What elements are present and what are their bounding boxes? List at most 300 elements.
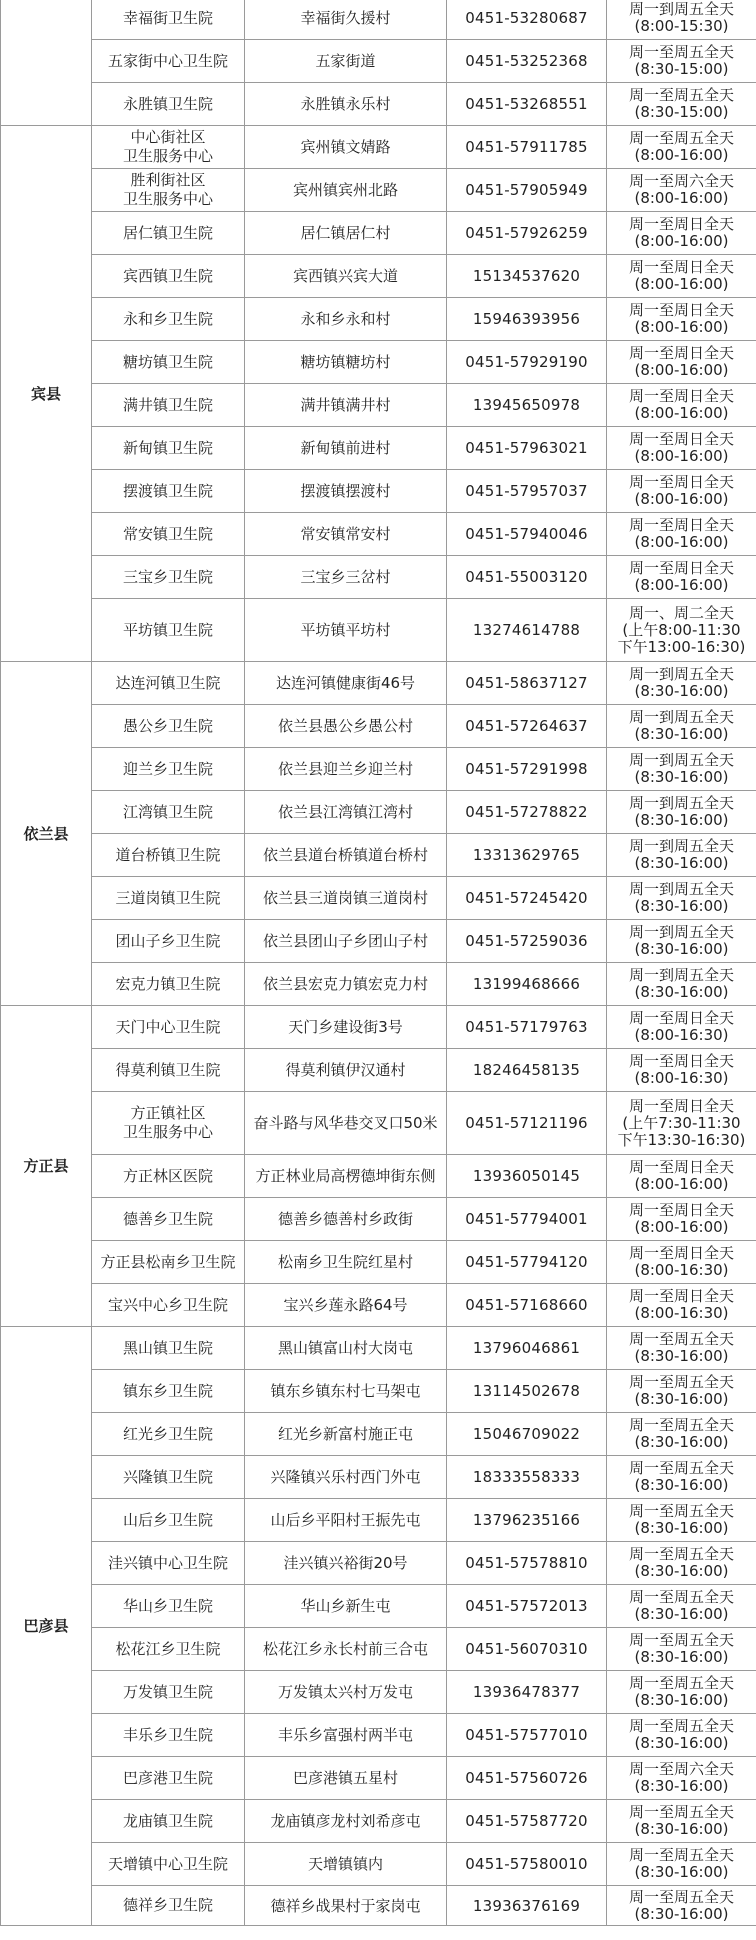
hours-line: 周一至周日全天 — [628, 215, 734, 233]
hours-line: (8:00-15:30) — [634, 17, 729, 35]
address-cell: 宾州镇宾州北路 — [245, 169, 447, 212]
hours-line: (8:00-16:00) — [634, 533, 729, 551]
table-row — [1, 1370, 756, 1413]
institution-name-cell — [92, 255, 245, 298]
hours-cell — [607, 1714, 756, 1757]
institution-name-line: 卫生服务中心 — [122, 190, 213, 208]
table-row — [1, 1413, 756, 1456]
address-cell: 依兰县江湾镇江湾村 — [245, 791, 447, 834]
hours-line: 周一至周五全天 — [628, 1459, 734, 1477]
address-cell: 红光乡新富村施正屯 — [245, 1413, 447, 1456]
institution-name-line: 五家街中心卫生院 — [107, 51, 228, 70]
address-cell: 平坊镇平坊村 — [245, 599, 447, 662]
address-cell: 新甸镇前进村 — [245, 427, 447, 470]
institution-name-cell — [92, 212, 245, 255]
phone-cell: 13936478377 — [447, 1671, 607, 1714]
hours-line: 周一至周五全天 — [628, 1330, 734, 1348]
hours-line: 周一至周五全天 — [628, 1803, 734, 1821]
hours-cell — [607, 1327, 756, 1370]
table-row — [1, 212, 756, 255]
institution-name-cell — [92, 1327, 245, 1370]
hours-line: 周一至周日全天 — [628, 559, 734, 577]
institution-name-line: 黑山镇卫生院 — [122, 1338, 213, 1357]
hours-line: (8:00-16:00) — [634, 275, 729, 293]
hours-line: 周一至周日全天 — [628, 430, 734, 448]
institution-name-line: 得莫利镇卫生院 — [115, 1060, 221, 1079]
phone-cell: 13936376169 — [447, 1886, 607, 1926]
institution-name-line: 胜利街社区 — [130, 171, 206, 189]
table-row — [1, 83, 756, 126]
hours-line: (8:30-16:00) — [634, 725, 729, 743]
institution-name-cell — [92, 556, 245, 599]
institution-name-cell — [92, 1241, 245, 1284]
phone-cell: 0451-57905949 — [447, 169, 607, 212]
institution-name-line: 天增镇中心卫生院 — [107, 1854, 228, 1873]
table-row — [1, 1198, 756, 1241]
hours-line: (8:30-16:00) — [634, 983, 729, 1001]
hours-line: (8:30-16:00) — [634, 1904, 729, 1923]
institution-name-cell — [92, 1757, 245, 1800]
hours-line: (8:30-16:00) — [634, 897, 729, 915]
hours-line: (8:00-16:00) — [634, 404, 729, 422]
hours-line: 周一至周日全天 — [628, 1244, 734, 1262]
hours-cell — [607, 1886, 756, 1926]
hours-line: (8:30-16:00) — [634, 768, 729, 786]
phone-cell: 0451-57926259 — [447, 212, 607, 255]
hours-line: 周一至周日全天 — [628, 387, 734, 405]
institution-name-line: 愚公乡卫生院 — [122, 716, 213, 735]
table-row — [1, 920, 756, 963]
institution-name-line: 洼兴镇中心卫生院 — [107, 1553, 228, 1572]
hours-line: 周一至周五全天 — [628, 1373, 734, 1391]
hours-line: 周一到周五全天 — [628, 837, 734, 855]
institution-name-cell — [92, 126, 245, 169]
institution-name-cell — [92, 83, 245, 126]
hours-cell — [607, 1092, 756, 1155]
table-row — [1, 513, 756, 556]
address-cell: 龙庙镇彦龙村刘希彦屯 — [245, 1800, 447, 1843]
table-row — [1, 1327, 756, 1370]
address-cell: 依兰县三道岗镇三道岗村 — [245, 877, 447, 920]
hours-cell — [607, 513, 756, 556]
phone-cell: 0451-57963021 — [447, 427, 607, 470]
hours-cell — [607, 791, 756, 834]
hours-line: 周一至周五全天 — [628, 1674, 734, 1692]
address-cell: 永胜镇永乐村 — [245, 83, 447, 126]
table-row — [1, 1006, 756, 1049]
phone-cell: 18333558333 — [447, 1456, 607, 1499]
institution-name-line: 方正县松南乡卫生院 — [100, 1252, 236, 1271]
hours-line: 周一至周五全天 — [628, 1588, 734, 1606]
table-row — [1, 0, 756, 40]
table-row — [1, 705, 756, 748]
hours-cell — [607, 1800, 756, 1843]
table-row — [1, 1092, 756, 1155]
institution-name-cell — [92, 341, 245, 384]
hours-line: 周一至周五全天 — [628, 1631, 734, 1649]
hours-line: 周一至周六全天 — [628, 1760, 734, 1778]
table-row — [1, 169, 756, 212]
hours-cell — [607, 1757, 756, 1800]
table-row — [1, 834, 756, 877]
hours-cell — [607, 705, 756, 748]
hours-line: (8:30-16:00) — [634, 940, 729, 958]
table-row — [1, 556, 756, 599]
hours-cell — [607, 1456, 756, 1499]
hours-cell — [607, 169, 756, 212]
phone-cell: 0451-58637127 — [447, 662, 607, 705]
institution-name-line: 宾西镇卫生院 — [122, 266, 213, 285]
institution-name-line: 摆渡镇卫生院 — [122, 481, 213, 500]
hours-line: 周一至周五全天 — [628, 1545, 734, 1563]
institution-name-line: 三道岗镇卫生院 — [115, 888, 221, 907]
phone-cell: 0451-57957037 — [447, 470, 607, 513]
address-cell: 幸福街久援村 — [245, 0, 447, 40]
hours-cell — [607, 1628, 756, 1671]
hours-cell — [607, 662, 756, 705]
hours-line: (8:00-16:00) — [634, 447, 729, 465]
table-row — [1, 341, 756, 384]
institution-name-line: 红光乡卫生院 — [122, 1424, 213, 1443]
hours-line: 周一到周五全天 — [628, 751, 734, 769]
hours-line: (8:00-16:30) — [634, 1026, 729, 1044]
institution-name-cell — [92, 513, 245, 556]
address-cell: 丰乐乡富强村两半屯 — [245, 1714, 447, 1757]
hours-line: 周一至周日全天 — [628, 344, 734, 362]
institution-name-cell — [92, 1456, 245, 1499]
institution-name-cell — [92, 748, 245, 791]
hours-cell — [607, 556, 756, 599]
institution-name-line: 巴彦港卫生院 — [122, 1768, 213, 1787]
hours-line: 下午13:00-16:30) — [617, 637, 746, 656]
hours-cell — [607, 1241, 756, 1284]
institution-name-cell — [92, 1049, 245, 1092]
address-cell: 德善乡德善村乡政街 — [245, 1198, 447, 1241]
phone-cell: 0451-57121196 — [447, 1092, 607, 1155]
county-cell: 巴彦县 — [1, 1327, 92, 1926]
hours-line: (8:30-16:00) — [634, 1691, 729, 1709]
table-row — [1, 1155, 756, 1198]
county-cell: 宾县 — [1, 126, 92, 662]
address-cell: 常安镇常安村 — [245, 513, 447, 556]
hours-line: 周一至周六全天 — [628, 172, 734, 190]
table-row — [1, 1284, 756, 1327]
phone-cell: 0451-53280687 — [447, 0, 607, 40]
institution-name-line: 迎兰乡卫生院 — [122, 759, 213, 778]
address-cell: 方正林业局高楞德坤街东侧 — [245, 1155, 447, 1198]
institution-name-cell — [92, 1370, 245, 1413]
hours-line: (8:00-16:30) — [634, 1069, 729, 1087]
phone-cell: 13936050145 — [447, 1155, 607, 1198]
phone-cell: 0451-57580010 — [447, 1843, 607, 1886]
institution-name-line: 万发镇卫生院 — [122, 1682, 213, 1701]
institution-name-line: 糖坊镇卫生院 — [122, 352, 213, 371]
hours-line: 周一至周日全天 — [628, 1158, 734, 1176]
phone-cell: 0451-57911785 — [447, 126, 607, 169]
institution-name-line: 德善乡卫生院 — [122, 1209, 213, 1228]
phone-cell: 0451-57259036 — [447, 920, 607, 963]
address-cell: 依兰县团山子乡团山子村 — [245, 920, 447, 963]
phone-cell: 0451-57264637 — [447, 705, 607, 748]
hours-line: (8:30-15:00) — [634, 103, 729, 121]
address-cell: 得莫利镇伊汉通村 — [245, 1049, 447, 1092]
hours-line: (8:30-16:00) — [634, 1347, 729, 1365]
hours-line: 周一至周日全天 — [628, 1287, 734, 1305]
hours-line: 周一至周日全天 — [628, 301, 734, 319]
hours-line: (8:30-16:00) — [634, 1476, 729, 1494]
address-cell: 黑山镇富山村大岗屯 — [245, 1327, 447, 1370]
table-row — [1, 1542, 756, 1585]
institution-name-cell — [92, 1542, 245, 1585]
hours-line: 周一到周五全天 — [628, 966, 734, 984]
institution-name-cell — [92, 384, 245, 427]
hours-line: (8:30-16:00) — [634, 1820, 729, 1838]
hours-line: 周一到周五全天 — [628, 0, 734, 18]
table-row — [1, 1757, 756, 1800]
phone-cell: 18246458135 — [447, 1049, 607, 1092]
phone-cell: 13274614788 — [447, 599, 607, 662]
table-row — [1, 1886, 756, 1926]
hours-line: 周一至周日全天 — [628, 473, 734, 491]
county-cell: 依兰县 — [1, 662, 92, 1006]
hours-line: 下午13:30-16:30) — [617, 1130, 746, 1149]
hours-line: (8:00-16:00) — [634, 146, 729, 164]
address-cell: 宾州镇文婧路 — [245, 126, 447, 169]
institution-name-cell — [92, 1671, 245, 1714]
institution-name-cell — [92, 1628, 245, 1671]
phone-cell: 15946393956 — [447, 298, 607, 341]
hours-line: 周一至周日全天 — [628, 516, 734, 534]
table-row — [1, 1843, 756, 1886]
hours-line: (上午8:00-11:30 — [622, 620, 741, 639]
institution-name-line: 华山乡卫生院 — [122, 1596, 213, 1615]
institution-name-line: 镇东乡卫生院 — [122, 1381, 213, 1400]
hours-cell — [607, 40, 756, 83]
address-cell: 兴隆镇兴乐村西门外屯 — [245, 1456, 447, 1499]
address-cell: 依兰县宏克力镇宏克力村 — [245, 963, 447, 1006]
table-row — [1, 1800, 756, 1843]
address-cell: 居仁镇居仁村 — [245, 212, 447, 255]
address-cell: 洼兴镇兴裕街20号 — [245, 1542, 447, 1585]
institution-name-line: 龙庙镇卫生院 — [122, 1811, 213, 1830]
table-row — [1, 791, 756, 834]
hours-line: (8:00-16:30) — [634, 1304, 729, 1322]
table-row — [1, 1628, 756, 1671]
hours-line: 周一至周五全天 — [628, 86, 734, 104]
table-row — [1, 40, 756, 83]
table-row — [1, 599, 756, 662]
hours-line: (8:30-16:00) — [634, 1777, 729, 1795]
hours-line: 周一到周五全天 — [628, 665, 734, 683]
hours-line: (8:30-16:00) — [634, 1648, 729, 1666]
phone-cell: 15046709022 — [447, 1413, 607, 1456]
phone-cell: 0451-57291998 — [447, 748, 607, 791]
hours-line: 周一至周日全天 — [628, 1052, 734, 1070]
hours-line: (8:30-16:00) — [634, 1734, 729, 1752]
hours-cell — [607, 1370, 756, 1413]
institution-name-line: 方正林区医院 — [122, 1166, 213, 1185]
hours-cell — [607, 212, 756, 255]
phone-cell: 13796046861 — [447, 1327, 607, 1370]
table-row — [1, 1714, 756, 1757]
hours-cell — [607, 126, 756, 169]
institution-name-cell — [92, 1284, 245, 1327]
hours-cell — [607, 83, 756, 126]
phone-cell: 0451-57168660 — [447, 1284, 607, 1327]
table-row — [1, 427, 756, 470]
phone-cell: 13199468666 — [447, 963, 607, 1006]
table-row — [1, 963, 756, 1006]
hours-line: (8:30-16:00) — [634, 1433, 729, 1451]
hours-line: 周一至周五全天 — [628, 1717, 734, 1735]
hours-cell — [607, 1413, 756, 1456]
hours-line: 周一到周五全天 — [628, 794, 734, 812]
address-cell: 依兰县迎兰乡迎兰村 — [245, 748, 447, 791]
phone-cell: 13945650978 — [447, 384, 607, 427]
institution-name-line: 卫生服务中心 — [122, 1123, 213, 1141]
institution-name-cell — [92, 1155, 245, 1198]
hours-line: 周一至周五全天 — [628, 43, 734, 61]
hours-line: (8:00-16:00) — [634, 318, 729, 336]
institution-name-cell — [92, 1006, 245, 1049]
institution-name-cell — [92, 705, 245, 748]
institution-name-cell — [92, 298, 245, 341]
address-cell: 依兰县道台桥镇道台桥村 — [245, 834, 447, 877]
hours-cell — [607, 877, 756, 920]
institution-name-cell — [92, 470, 245, 513]
institution-name-line: 道台桥镇卫生院 — [115, 845, 221, 864]
hours-cell — [607, 963, 756, 1006]
institution-name-line: 三宝乡卫生院 — [122, 567, 213, 586]
hours-line: (8:00-16:00) — [634, 189, 729, 207]
table-row — [1, 1585, 756, 1628]
hours-line: (8:30-16:00) — [634, 854, 729, 872]
phone-cell: 0451-57587720 — [447, 1800, 607, 1843]
hours-cell — [607, 1542, 756, 1585]
phone-cell: 0451-57794001 — [447, 1198, 607, 1241]
hours-line: (8:30-16:00) — [634, 811, 729, 829]
institution-name-line: 达连河镇卫生院 — [115, 673, 221, 692]
institution-name-cell — [92, 1886, 245, 1926]
phone-cell: 13114502678 — [447, 1370, 607, 1413]
institution-name-cell — [92, 662, 245, 705]
institution-name-line: 松花江乡卫生院 — [115, 1639, 221, 1658]
institution-name-line: 山后乡卫生院 — [122, 1510, 213, 1529]
institution-name-line: 幸福街卫生院 — [122, 8, 213, 27]
table-row — [1, 470, 756, 513]
institution-name-line: 中心街社区 — [130, 128, 206, 146]
hours-line: (8:30-16:00) — [634, 1519, 729, 1537]
hours-line: 周一至周五全天 — [628, 129, 734, 147]
phone-cell: 0451-57278822 — [447, 791, 607, 834]
phone-cell: 15134537620 — [447, 255, 607, 298]
address-cell: 德祥乡战果村于家岗屯 — [245, 1886, 447, 1926]
institution-name-cell — [92, 40, 245, 83]
hours-line: (8:30-16:00) — [634, 1605, 729, 1623]
table-row — [1, 1456, 756, 1499]
hours-line: 周一至周五全天 — [628, 1502, 734, 1520]
hours-cell — [607, 470, 756, 513]
institution-name-cell — [92, 1198, 245, 1241]
institution-name-line: 卫生服务中心 — [122, 147, 213, 165]
phone-cell: 0451-53268551 — [447, 83, 607, 126]
institution-name-line: 平坊镇卫生院 — [122, 620, 213, 639]
institution-name-line: 宝兴中心乡卫生院 — [107, 1295, 228, 1314]
address-cell: 糖坊镇糖坊村 — [245, 341, 447, 384]
institution-name-cell — [92, 1714, 245, 1757]
phone-cell: 0451-56070310 — [447, 1628, 607, 1671]
table-row — [1, 1671, 756, 1714]
hours-line: (8:30-15:00) — [634, 60, 729, 78]
address-cell: 满井镇满井村 — [245, 384, 447, 427]
institution-name-line: 新甸镇卫生院 — [122, 438, 213, 457]
phone-cell: 0451-57940046 — [447, 513, 607, 556]
institution-name-line: 常安镇卫生院 — [122, 524, 213, 543]
hours-line: (8:00-16:30) — [634, 1261, 729, 1279]
hours-cell — [607, 0, 756, 40]
hours-line: (8:00-16:00) — [634, 361, 729, 379]
hours-line: (8:00-16:00) — [634, 576, 729, 594]
hours-line: (8:30-16:00) — [634, 682, 729, 700]
phone-cell: 13313629765 — [447, 834, 607, 877]
institution-name-cell — [92, 877, 245, 920]
table-row — [1, 126, 756, 169]
hours-cell — [607, 1198, 756, 1241]
hours-line: (8:30-16:00) — [634, 1863, 729, 1881]
institution-name-line: 天门中心卫生院 — [115, 1017, 221, 1036]
hours-line: 周一到周五全天 — [628, 880, 734, 898]
table-row — [1, 877, 756, 920]
institution-name-cell — [92, 599, 245, 662]
hours-line: 周一、周二全天 — [628, 603, 734, 622]
address-cell: 巴彦港镇五星村 — [245, 1757, 447, 1800]
hours-line: 周一至周日全天 — [628, 1201, 734, 1219]
hours-cell — [607, 1284, 756, 1327]
address-cell: 永和乡永和村 — [245, 298, 447, 341]
phone-cell: 0451-57560726 — [447, 1757, 607, 1800]
hours-line: 周一至周日全天 — [628, 258, 734, 276]
hours-line: (8:30-16:00) — [634, 1562, 729, 1580]
phone-cell: 0451-57929190 — [447, 341, 607, 384]
hours-line: 周一至周日全天 — [628, 1009, 734, 1027]
hours-cell — [607, 834, 756, 877]
institution-name-line: 丰乐乡卫生院 — [122, 1725, 213, 1744]
address-cell: 宝兴乡莲永路64号 — [245, 1284, 447, 1327]
institution-name-line: 宏克力镇卫生院 — [115, 974, 221, 993]
institution-name-line: 永和乡卫生院 — [122, 309, 213, 328]
institution-name-cell — [92, 1585, 245, 1628]
county-cell — [1, 0, 92, 126]
address-cell: 五家街道 — [245, 40, 447, 83]
institution-name-cell — [92, 427, 245, 470]
hours-cell — [607, 1155, 756, 1198]
table-row — [1, 384, 756, 427]
institution-name-cell — [92, 834, 245, 877]
institution-name-line: 永胜镇卫生院 — [122, 94, 213, 113]
address-cell: 宾西镇兴宾大道 — [245, 255, 447, 298]
address-cell: 镇东乡镇东村七马架屯 — [245, 1370, 447, 1413]
phone-cell: 0451-53252368 — [447, 40, 607, 83]
institution-name-cell — [92, 0, 245, 40]
hours-line: (8:00-16:00) — [634, 490, 729, 508]
table-row — [1, 1049, 756, 1092]
address-cell: 三宝乡三岔村 — [245, 556, 447, 599]
institution-name-cell — [92, 169, 245, 212]
phone-cell: 0451-57572013 — [447, 1585, 607, 1628]
institution-name-cell — [92, 1800, 245, 1843]
phone-cell: 0451-57578810 — [447, 1542, 607, 1585]
institution-name-line: 满井镇卫生院 — [122, 395, 213, 414]
